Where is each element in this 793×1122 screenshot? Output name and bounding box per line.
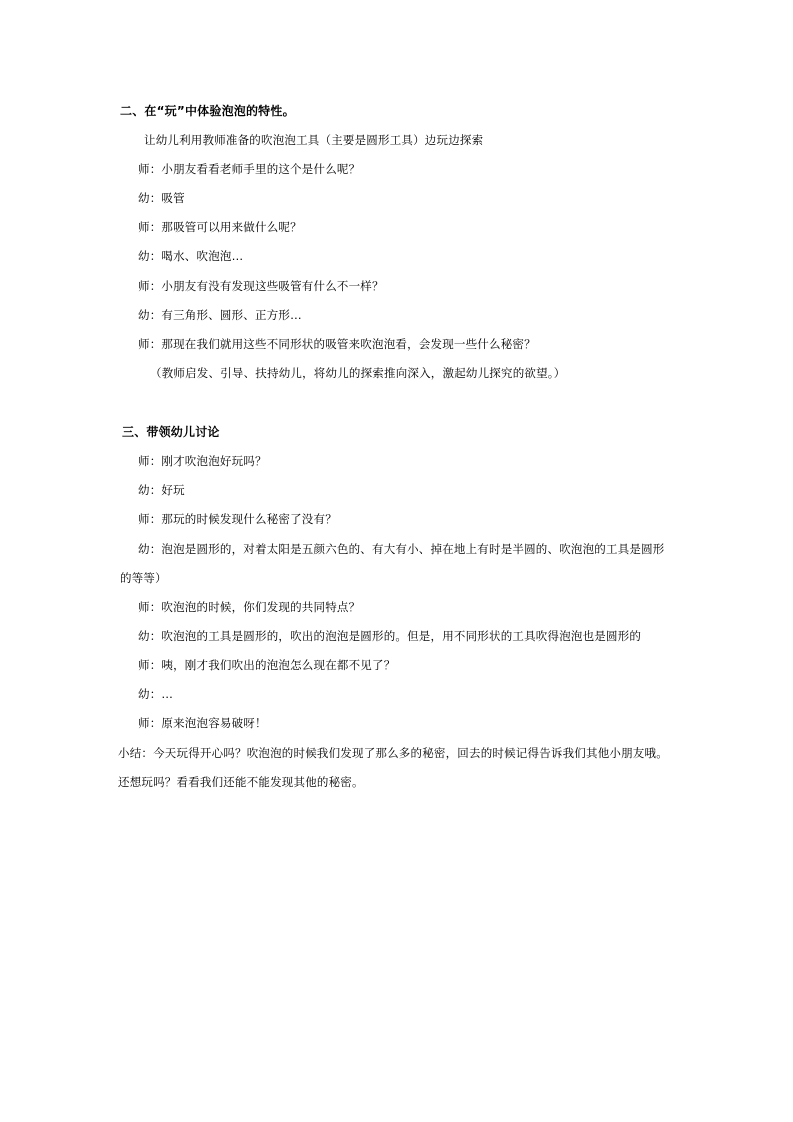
summary-line-2: 还想玩吗？看看我们还能不能发现其他的秘密。 [118, 775, 364, 789]
section-2-intro: 让幼儿利用教师准备的吹泡泡工具（主要是圆形工具）边玩边探索 [144, 133, 484, 147]
dialogue-line: 师：咦，刚才我们吹出的泡泡怎么现在都不见了？ [138, 658, 396, 672]
dialogue-line: 幼：… [138, 687, 174, 701]
dialogue-line: 师：那吸管可以用来做什么呢？ [138, 220, 302, 234]
teacher-note: （教师启发、引导、扶持幼儿，将幼儿的探索推向深入，激起幼儿探究的欲望。） [150, 366, 566, 380]
dialogue-line: 师：吹泡泡的时候，你们发现的共同特点？ [138, 600, 361, 614]
dialogue-line: 幼：吸管 [138, 191, 185, 205]
dialogue-line: 幼：泡泡是圆形的，对着太阳是五颜六色的、有大有小、掉在地上有时是半圆的、吹泡泡的工具是圆形 [138, 542, 665, 556]
dialogue-line: 幼：喝水、吹泡泡… [138, 249, 244, 263]
dialogue-line: 师：小朋友看看老师手里的这个是什么呢？ [138, 162, 361, 176]
dialogue-line-continuation: 的等等） [120, 571, 167, 585]
dialogue-line: 师：刚才吹泡泡好玩吗？ [138, 454, 267, 468]
dialogue-line: 师：原来泡泡容易破呀！ [138, 716, 267, 730]
dialogue-line: 师：那玩的时候发现什么秘密了没有？ [138, 512, 337, 526]
dialogue-line: 幼：好玩 [138, 483, 185, 497]
dialogue-line: 幼：有三角形、圆形、正方形… [138, 308, 302, 322]
dialogue-line: 幼：吹泡泡的工具是圆形的，吹出的泡泡是圆形的。但是，用不同形状的工具吹得泡泡也是圆形的 [138, 629, 642, 643]
summary-line-1: 小结：今天玩得开心吗？吹泡泡的时候我们发现了那么多的秘密，回去的时候记得告诉我们其他小朋友哦。 [118, 746, 668, 760]
section-3-heading: 三、带领幼儿讨论 [122, 425, 220, 439]
dialogue-line: 师：小朋友有没有发现这些吸管有什么不一样？ [138, 279, 384, 293]
section-2-heading: 二、在“玩”中体验泡泡的特性。 [120, 104, 295, 118]
dialogue-line: 师：那现在我们就用这些不同形状的吸管来吹泡泡看，会发现一些什么秘密？ [138, 337, 536, 351]
